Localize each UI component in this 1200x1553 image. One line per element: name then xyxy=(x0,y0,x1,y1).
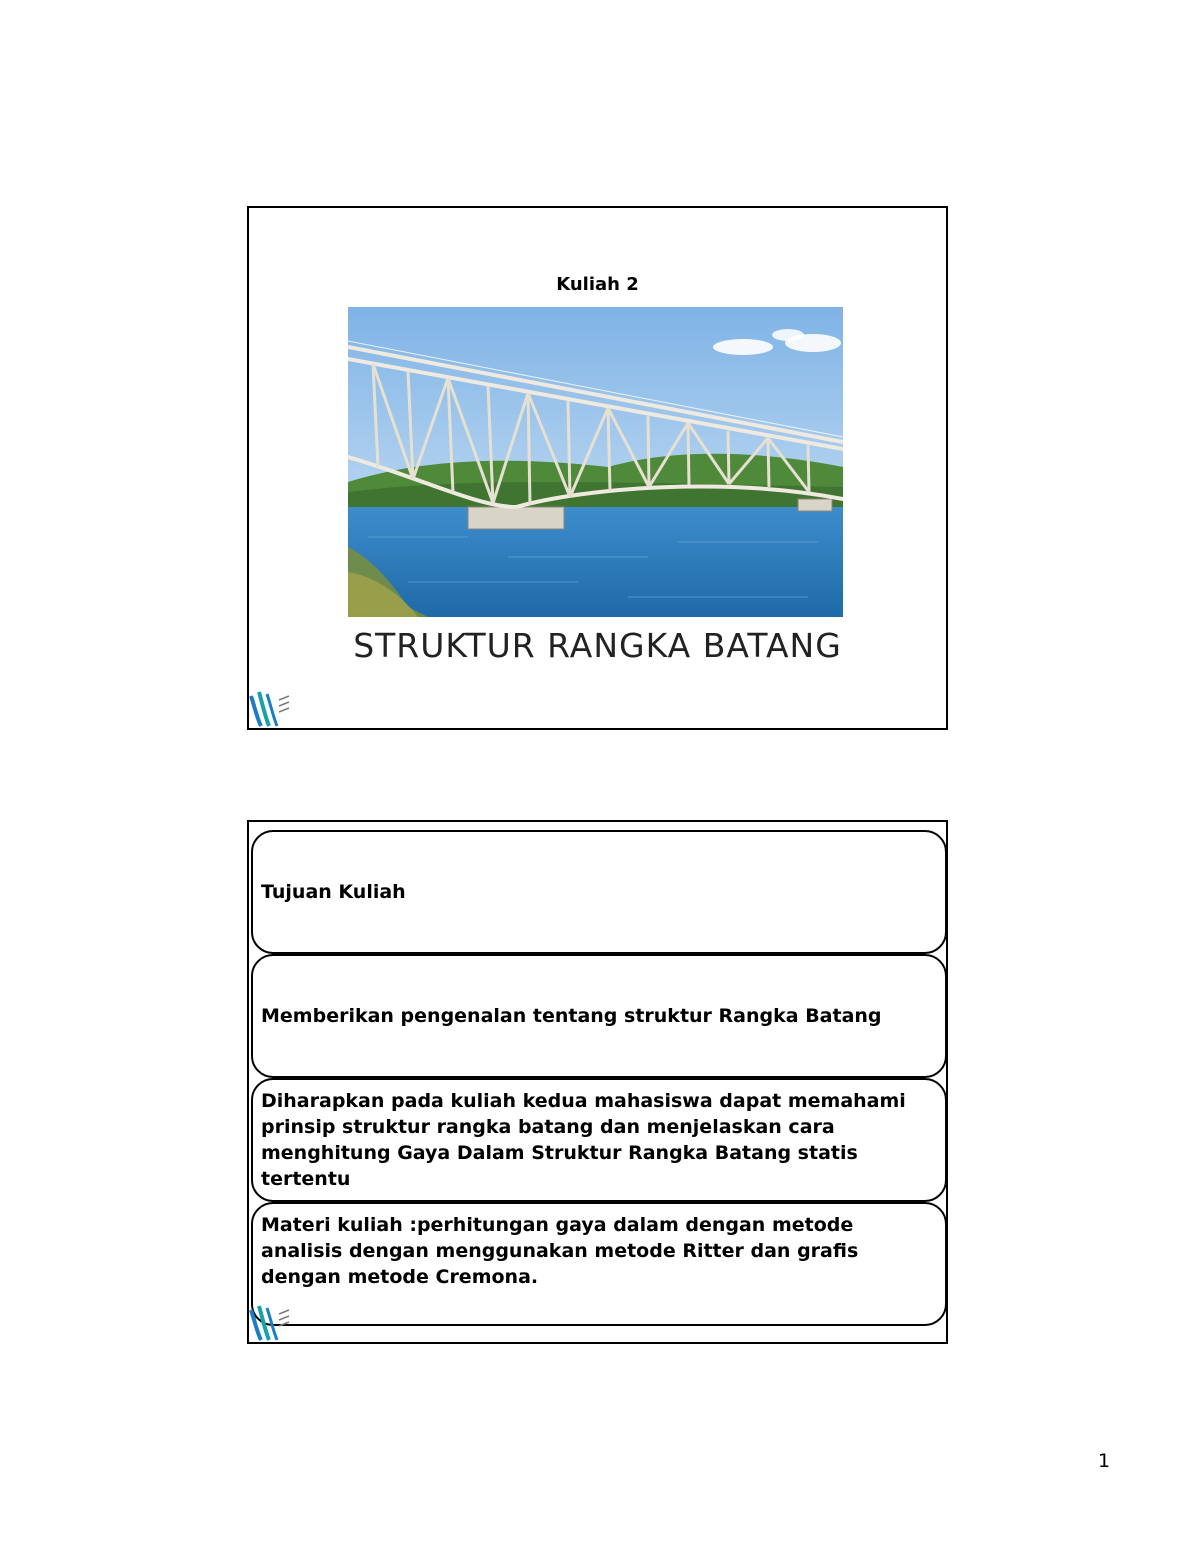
box-text: Diharapkan pada kuliah kedua mahasiswa dapat memahami prinsip struktur rangka batang dan menjelaskan cara menghitung Gaya Dalam Struktur Rangka Batang statis tertentu xyxy=(261,1090,906,1190)
truss-bridge-photo xyxy=(348,307,843,617)
content-box-objective xyxy=(251,954,947,1078)
content-box-heading xyxy=(251,830,947,954)
box-text: Materi kuliah :perhitungan gaya dalam dengan metode analisis dengan menggunakan metode Ritter dan grafis dengan metode Cremona. xyxy=(261,1214,859,1288)
slide-title: STRUKTUR RANGKA BATANG xyxy=(353,626,842,665)
slide-2 xyxy=(247,820,948,1344)
page-number: 1 xyxy=(1098,1450,1111,1472)
box-text: Memberikan pengenalan tentang struktur Rangka Batang xyxy=(261,1005,882,1027)
box-text: Tujuan Kuliah xyxy=(261,881,406,903)
content-box-expectation xyxy=(251,1078,947,1202)
institution-logo-icon xyxy=(249,688,293,728)
content-box-material xyxy=(251,1202,947,1326)
institution-logo-icon xyxy=(249,1302,293,1342)
slide-kicker: Kuliah 2 xyxy=(556,274,639,295)
slide-1 xyxy=(247,206,948,730)
